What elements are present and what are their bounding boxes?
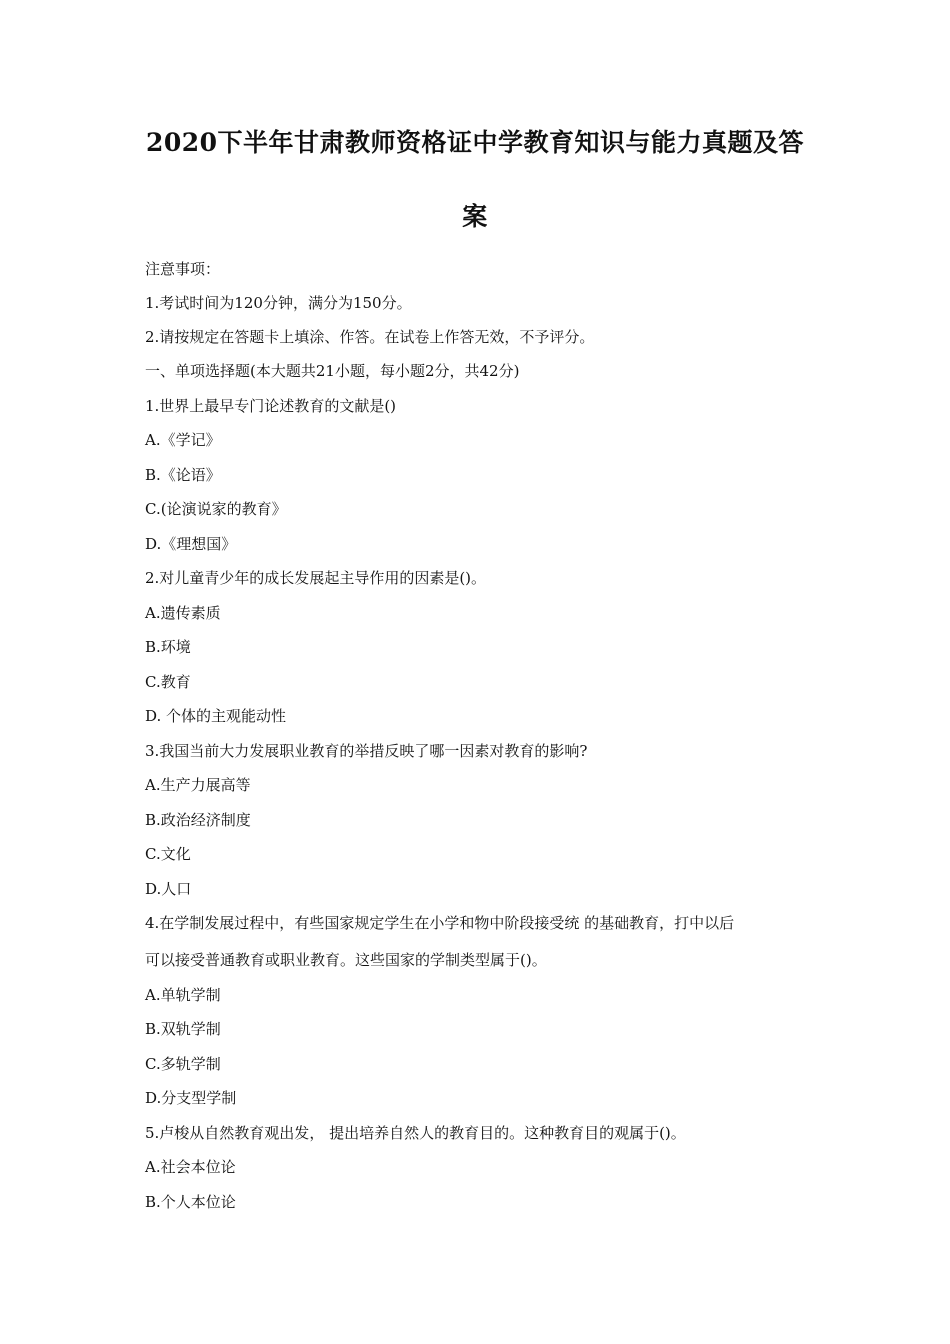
question-5-option-a: A.社会本位论 (145, 1158, 236, 1176)
notice-item-2: 2.请按规定在答题卡上填涂、作答。在试卷上作答无效，不予评分。 (145, 328, 595, 346)
question-4-option-d: D.分支型学制 (145, 1089, 237, 1107)
question-2-option-b: B.环境 (145, 638, 191, 656)
question-3-option-a: A.生产力展高等 (145, 776, 251, 794)
question-1-option-d: D.《理想国》 (145, 535, 237, 553)
notice-heading: 注意事项： (145, 260, 221, 278)
question-1-option-a: A.《学记》 (145, 431, 221, 449)
question-5: 5.卢梭从自然教育观出发， 提出培养自然人的教育目的。这种教育目的观属于()。 (145, 1124, 686, 1142)
question-2-option-c: C.教育 (145, 673, 191, 691)
question-1: 1.世界上最早专门论述教育的文献是() (145, 397, 397, 415)
question-1-option-b: B.《论语》 (145, 466, 221, 484)
question-4-option-c: C.多轨学制 (145, 1055, 221, 1073)
question-3-option-b: B.政治经济制度 (145, 811, 251, 829)
question-4-line-2: 可以接受普通教育或职业教育。这些国家的学制类型属于()。 (145, 951, 547, 969)
question-1-option-c: C.(论演说家的教育》 (145, 500, 287, 518)
question-4-option-b: B.双轨学制 (145, 1020, 221, 1038)
question-4-line-1: 4.在学制发展过程中，有些国家规定学生在小学和物中阶段接受统 的基础教育，打中以后 (145, 914, 735, 932)
document-title-line-2: 案 (462, 202, 488, 231)
notice-item-1: 1.考试时间为120分钟，满分为150分。 (145, 294, 412, 312)
question-3: 3.我国当前大力发展职业教育的举措反映了哪一因素对教育的影响? (145, 742, 588, 760)
question-2-option-d: D. 个体的主观能动性 (145, 707, 287, 725)
question-3-option-c: C.文化 (145, 845, 191, 863)
question-2: 2.对儿童青少年的成长发展起主导作用的因素是()。 (145, 569, 487, 587)
question-4-option-a: A.单轨学制 (145, 986, 221, 1004)
question-2-option-a: A.遗传素质 (145, 604, 221, 622)
document-title-line-1: 2020下半年甘肃教师资格证中学教育知识与能力真题及答 (145, 128, 805, 157)
question-5-option-b: B.个人本位论 (145, 1193, 236, 1211)
section-heading: 一、单项选择题(本大题共21小题，每小题2分，共42分) (145, 362, 520, 380)
question-3-option-d: D.人口 (145, 880, 192, 898)
